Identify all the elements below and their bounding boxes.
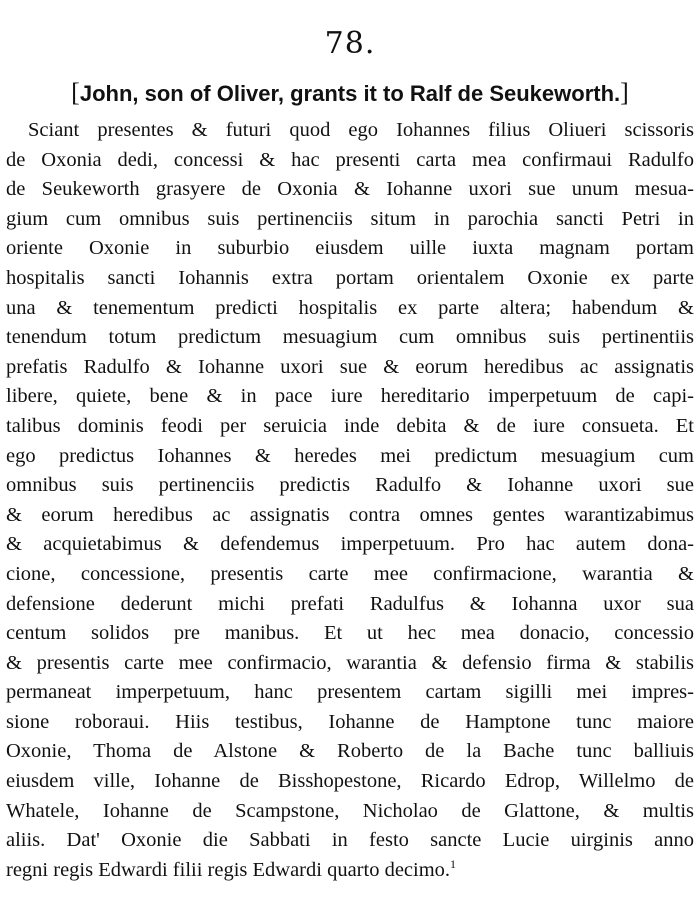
body-line: hospitalis sancti Iohannis extra portam orientalem Oxonie ex parte	[6, 266, 694, 289]
body-line: aliis. Dat' Oxonie die Sabbati in festo sancte Lucie uirginis anno	[6, 829, 694, 852]
heading-close-bracket: ]	[620, 78, 629, 107]
body-line: de Seukeworth grasyere de Oxonia & Iohanne uxori sue unum mesua-	[6, 178, 694, 201]
body-line: sione roboraui. Hiis testibus, Iohanne de Hamptone tunc maiore	[6, 710, 694, 733]
body-line: Oxonie, Thoma de Alstone & Roberto de la Bache tunc balliuis	[6, 740, 694, 763]
body-line: oriente Oxonie in suburbio eiusdem uille iuxta magnam portam	[6, 237, 694, 260]
body-line: ego predictus Iohannes & heredes mei predictum mesuagium cum	[6, 444, 694, 467]
body-line: defensione dederunt michi prefati Radulfus & Iohanna uxor sua	[6, 592, 694, 615]
body-line: prefatis Radulfo & Iohanne uxori sue & eorum heredibus ac assignatis	[6, 355, 694, 378]
body-line: centum solidos pre manibus. Et ut hec mea donacio, concessio	[6, 622, 694, 645]
body-line: una & tenementum predicti hospitalis ex parte altera; habendum &	[6, 296, 694, 319]
page-number: 78.	[324, 26, 376, 61]
charter-heading	[0, 78, 700, 109]
body-line: Sciant presentes & futuri quod ego Iohannes filius Oliueri scissoris	[28, 119, 694, 141]
body-line: eiusdem ville, Iohanne de Bisshopestone, Ricardo Edrop, Willelmo de	[6, 770, 694, 793]
body-line: & presentis carte mee confirmacio, warantia & defensio firma & stabilis	[6, 651, 694, 674]
body-line: de Oxonia dedi, concessi & hac presenti carta mea confirmaui Radulfo	[6, 148, 694, 171]
body-line: permaneat imperpetuum, hanc presentem cartam sigilli mei impres-	[6, 681, 694, 704]
body-line: Whatele, Iohanne de Scampstone, Nicholao de Glattone, & multis	[6, 799, 694, 822]
body-line: & eorum heredibus ac assignatis contra omnes gentes warantizabimus	[6, 503, 694, 526]
body-line: libere, quiete, bene & in pace iure hereditario imperpetuum de capi-	[6, 385, 694, 408]
heading-open-bracket: [	[71, 78, 80, 107]
body-line: tenendum totum predictum mesuagium cum omnibus suis pertinentiis	[6, 326, 694, 349]
last-line-text: regni regis Edwardi filii regis Edwardi quarto decimo.	[6, 858, 451, 881]
body-line: omnibus suis pertinenciis predictis Radulfo & Iohanne uxori sue	[6, 474, 694, 497]
body-line: cione, concessione, presentis carte mee confirmacione, warantia &	[6, 562, 694, 585]
charter-body	[6, 116, 694, 885]
body-line: gium cum omnibus suis pertinenciis situm in parochia sancti Petri in	[6, 207, 694, 230]
heading-text: John, son of Oliver, grants it to Ralf de Seukeworth.	[79, 81, 621, 106]
body-line-last	[6, 856, 694, 886]
body-line: & acquietabimus & defendemus imperpetuum. Pro hac autem dona-	[6, 533, 694, 556]
body-line: talibus dominis feodi per seruicia inde debita & de iure consueta. Et	[6, 414, 694, 437]
footnote-marker: 1	[450, 857, 457, 872]
